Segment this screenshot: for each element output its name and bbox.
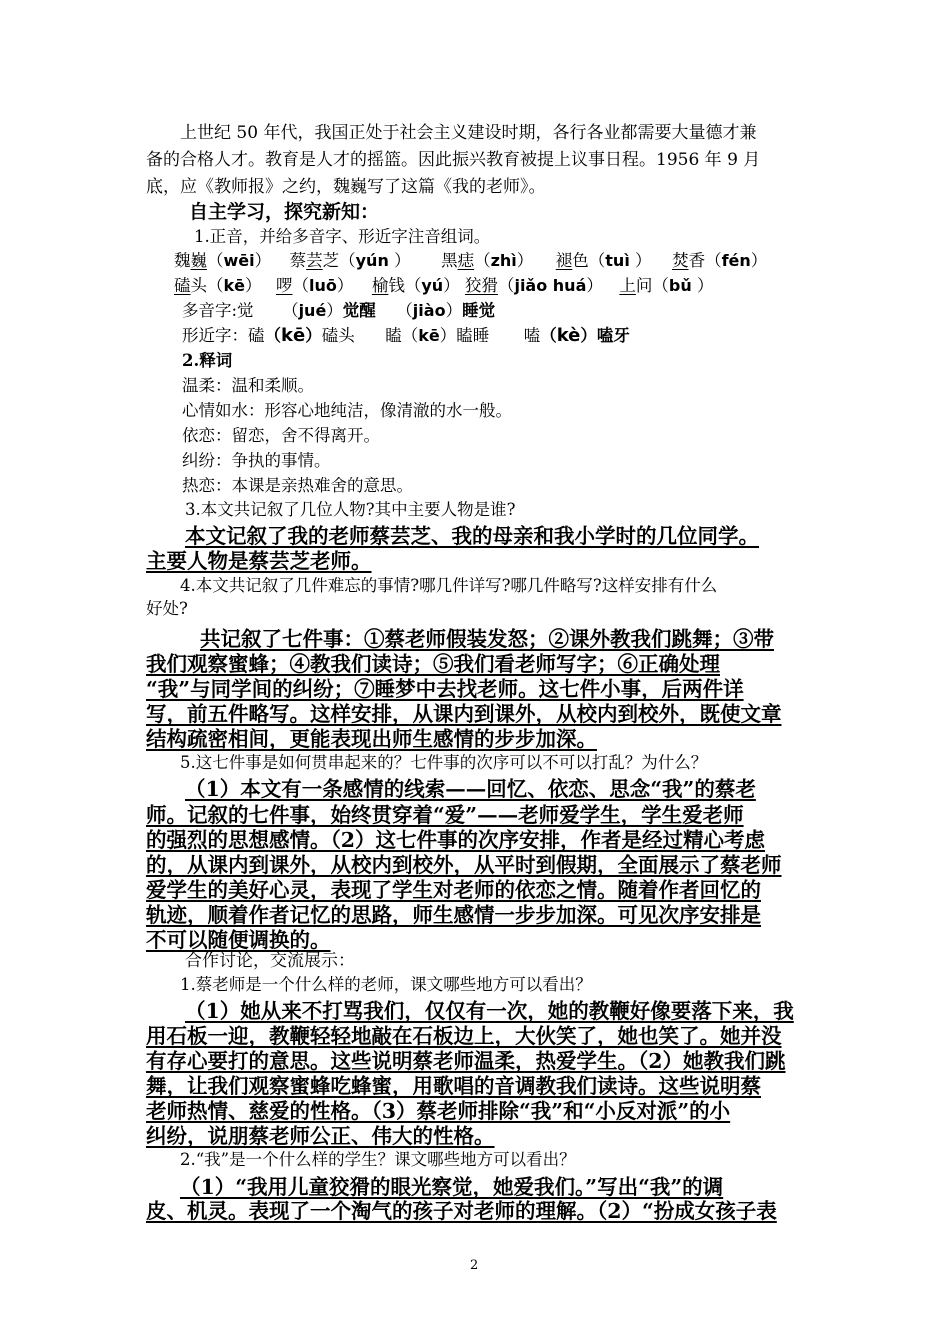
definitions-title: 2.释词 — [182, 351, 233, 370]
intro-line-2: 备的合格人才。教育是人才的摇篮。因此振兴教育被提上议事日程。1956 年 9 月 — [146, 150, 761, 170]
discussion-answer-2-line: 皮、机灵。表现了一个淘气的孩子对老师的理解。（2）“扮成女孩子表 — [146, 1199, 777, 1223]
discussion-answer-1-line: 老师热情、慈爱的性格。（3）蔡老师排除“我”和“小反对派”的小 — [146, 1099, 731, 1123]
question-5: 5.这七件事是如何贯串起来的？七件事的次序可以不可以打乱？为什么？ — [180, 753, 708, 772]
discussion-answer-2-line: （1）“我用儿童狡猾的眼光察觉，她爱我们。”写出“我”的调 — [180, 1175, 724, 1199]
answer-4-line: “我”与同学间的纠纷；⑦睡梦中去找老师。这七件小事，后两件详 — [146, 677, 744, 701]
section-heading-self-study: 自主学习，探究新知： — [189, 201, 380, 223]
page-number: 2 — [470, 1258, 479, 1273]
discussion-answer-1-line: 舞，让我们观察蜜蜂吃蜂蜜，用歌唱的音调教我们读诗。这些说明蔡 — [146, 1074, 761, 1098]
definition-item: 温柔：温和柔顺。 — [182, 376, 314, 395]
answer-5-line: 爱学生的美好心灵，表现了学生对老师的依恋之情。随着作者回忆的 — [146, 878, 761, 902]
definition-item: 心情如水：形容心地纯洁，像清澈的水一般。 — [182, 401, 512, 420]
intro-line-1: 上世纪 50 年代，我国正处于社会主义建设时期，各行各业都需要大量德才兼 — [180, 123, 757, 143]
definition-item: 纠纷：争执的事情。 — [182, 451, 331, 470]
discussion-answer-1-line: 纠纷，说朋蔡老师公正、伟大的性格。 — [146, 1124, 495, 1148]
answer-5-line: 轨迹，顺着作者记忆的思路，师生感情一步步加深。可见次序安排是 — [146, 903, 761, 927]
definition-item: 依恋：留恋，舍不得离开。 — [182, 426, 380, 445]
similar-chars-line: 形近字：磕（kē）磕头 瞌（kē）瞌睡 嗑（kè）嗑牙 — [182, 325, 630, 346]
section-heading-discussion: 合作讨论，交流展示： — [185, 951, 355, 971]
answer-3-line: 主要人物是蔡芸芝老师。 — [146, 549, 372, 573]
answer-5-line: 师。记叙的七件事，始终贯穿着“爱”——老师爱学生，学生爱老师 — [146, 803, 744, 827]
answer-4-line: 我们观察蜜蜂；④教我们读诗；⑤我们看老师写字；⑥正确处理 — [146, 652, 720, 676]
question-3: 3.本文共记叙了几位人物?其中主要人物是谁? — [185, 500, 516, 519]
answer-5-line: （1）本文有一条感情的线索——回忆、依恋、思念“我”的蔡老 — [185, 777, 756, 801]
question-4-line: 4.本文共记叙了几件难忘的事情?哪几件详写?哪几件略写?这样安排有什么 — [180, 576, 718, 595]
discussion-answer-1-line: 有存心要打的意思。这些说明蔡老师温柔，热爱学生。（2）她教我们跳 — [146, 1049, 786, 1073]
discussion-answer-1-line: （1）她从来不打骂我们，仅仅有一次，她的教鞭好像要落下来，我 — [185, 999, 794, 1023]
answer-4-line: 结构疏密相间，更能表现出师生感情的步步加深。 — [146, 727, 597, 751]
question-1: 1.正音，并给多音字、形近字注音组词。 — [194, 227, 491, 246]
pinyin-row-1: 魏巍（wēi） 蔡芸芝（yún ） 黑痣（zhì） 褪色（tuì ） 焚香（fén） — [174, 251, 768, 270]
discussion-question-2: 2.“我”是一个什么样的学生？课文哪些地方可以看出？ — [180, 1150, 576, 1169]
question-4-line: 好处? — [146, 599, 188, 618]
intro-line-3: 底，应《教师报》之约，魏巍写了这篇《我的老师》。 — [146, 177, 546, 197]
answer-4-line: 写，前五件略写。这样安排，从课内到课外，从校内到校外，既使文章 — [146, 702, 782, 726]
answer-5-line: 的强烈的思想感情。（2）这七件事的次序安排，作者是经过精心考虑 — [146, 828, 766, 852]
definition-item: 热恋：本课是亲热难舍的意思。 — [182, 476, 413, 495]
discussion-question-1: 1.蔡老师是一个什么样的老师，课文哪些地方可以看出？ — [180, 975, 592, 994]
answer-4-line: 共记叙了七件事：①蔡老师假装发怒；②课外教我们跳舞；③带 — [200, 627, 774, 651]
polyphone-line: 多音字:觉 （jué）觉醒 （jiào）睡觉 — [182, 301, 496, 320]
pinyin-row-2: 磕头（kē） 啰（luō） 榆钱（yú） 狡猾（jiǎo huá） 上问（bǔ ） — [174, 276, 714, 295]
answer-3-line: 本文记叙了我的老师蔡芸芝、我的母亲和我小学时的几位同学。 — [185, 524, 759, 548]
answer-5-line: 不可以随便调换的。 — [146, 928, 331, 952]
discussion-answer-1-line: 用石板一迎，教鞭轻轻地敲在石板边上，大伙笑了，她也笑了。她并没 — [146, 1024, 782, 1048]
answer-5-line: 的，从课内到课外，从校内到校外，从平时到假期，全面展示了蔡老师 — [146, 853, 782, 877]
